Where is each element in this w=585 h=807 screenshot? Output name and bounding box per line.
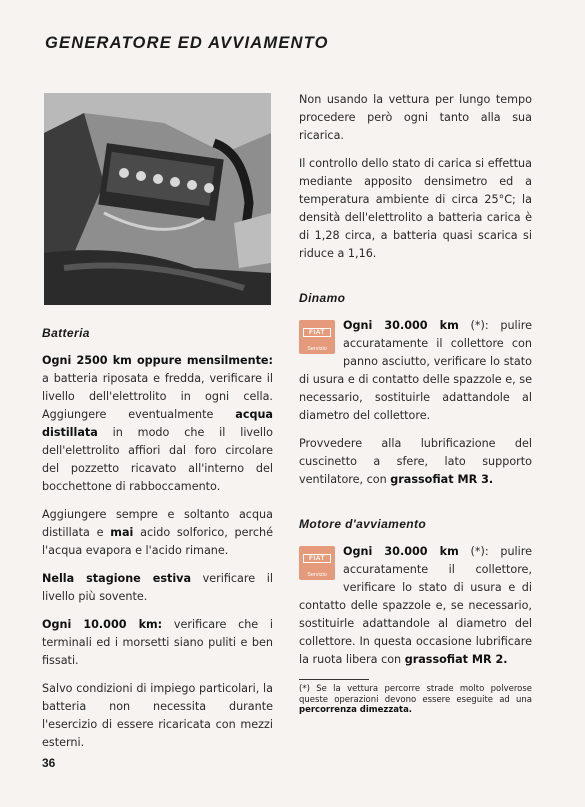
- fiat-logo: FIAT: [303, 328, 331, 337]
- footnote-divider: [299, 679, 369, 680]
- badge-label: Servizio: [307, 346, 327, 352]
- right-column: [299, 91, 532, 716]
- page-title: GENERATORE ED AVVIAMENTO: [45, 34, 329, 52]
- fiat-service-badge: [299, 320, 335, 354]
- paragraph: FIAT Servizio Ogni 30.000 km (*): pulire accuratamente il collettore, verificare lo stato di usura e di contatto delle spazzole e, se necessario, sostituirle adattandole al diametro del collettore. In questa occasione lubrificare la ruota libera con grassofiat MR 2.: [299, 545, 532, 666]
- page-number: 36: [42, 756, 56, 770]
- paragraph: Non usando la vettura per lungo tempo procedere però ogni tanto alla sua ricarica.: [299, 93, 532, 142]
- paragraph: FIAT Servizio Ogni 30.000 km (*): pulire accuratamente il collettore con panno asciutto, verificare lo stato di usura e di contatto delle spazzole e, se necessario, sostituirle adattandole al diametro del collettore.: [299, 319, 532, 422]
- left-column: [42, 324, 273, 762]
- paragraph: Ogni 10.000 km: verificare che i terminali ed i morsetti siano puliti e ben fissati.: [42, 618, 273, 667]
- paragraph: Aggiungere sempre e soltanto acqua distillata e mai acido solforico, perché l'acqua evapora e l'acido rimane.: [42, 508, 273, 557]
- fiat-logo: FIAT: [303, 554, 331, 563]
- paragraph: Ogni 2500 km oppure mensilmente: a batteria riposata e fredda, verificare il livello dell'elettrolito in ogni cella. Aggiungere eventualmente acqua distillata in modo che il livello dell'elettrolito affiori dal foro circolare del pozzetto ricavato all'interno del bocchettone di rabboccamento.: [42, 354, 273, 493]
- badge-label: Servizio: [307, 572, 327, 578]
- fiat-service-badge: [299, 546, 335, 580]
- paragraph: Il controllo dello stato di carica si effettua mediante apposito densimetro ed a temperatura ambiente di circa 25°C; la densità dell'elettrolito a batteria carica è di 1,28 circa, a batteria quasi scarica si riduce a 1,16.: [299, 157, 532, 260]
- battery-photo: [44, 93, 271, 305]
- section-heading-dinamo: Dinamo: [299, 291, 346, 305]
- footnote: (*) Se la vettura percorre strade molto polverose queste operazioni devono essere eseguite ad una percorrenza dimezzata.: [299, 684, 532, 715]
- paragraph: Nella stagione estiva verificare il livello più sovente.: [42, 572, 273, 603]
- section-heading-batteria: Batteria: [42, 326, 90, 340]
- section-heading-motore: Motore d'avviamento: [299, 517, 427, 531]
- paragraph: Provvedere alla lubrificazione del cuscinetto a sfere, lato supporto ventilatore, con grassofiat MR 3.: [299, 437, 532, 486]
- paragraph: Salvo condizioni di impiego particolari, la batteria non necessita durante l'esercizio di essere ricaricata con mezzi esterni.: [42, 682, 273, 749]
